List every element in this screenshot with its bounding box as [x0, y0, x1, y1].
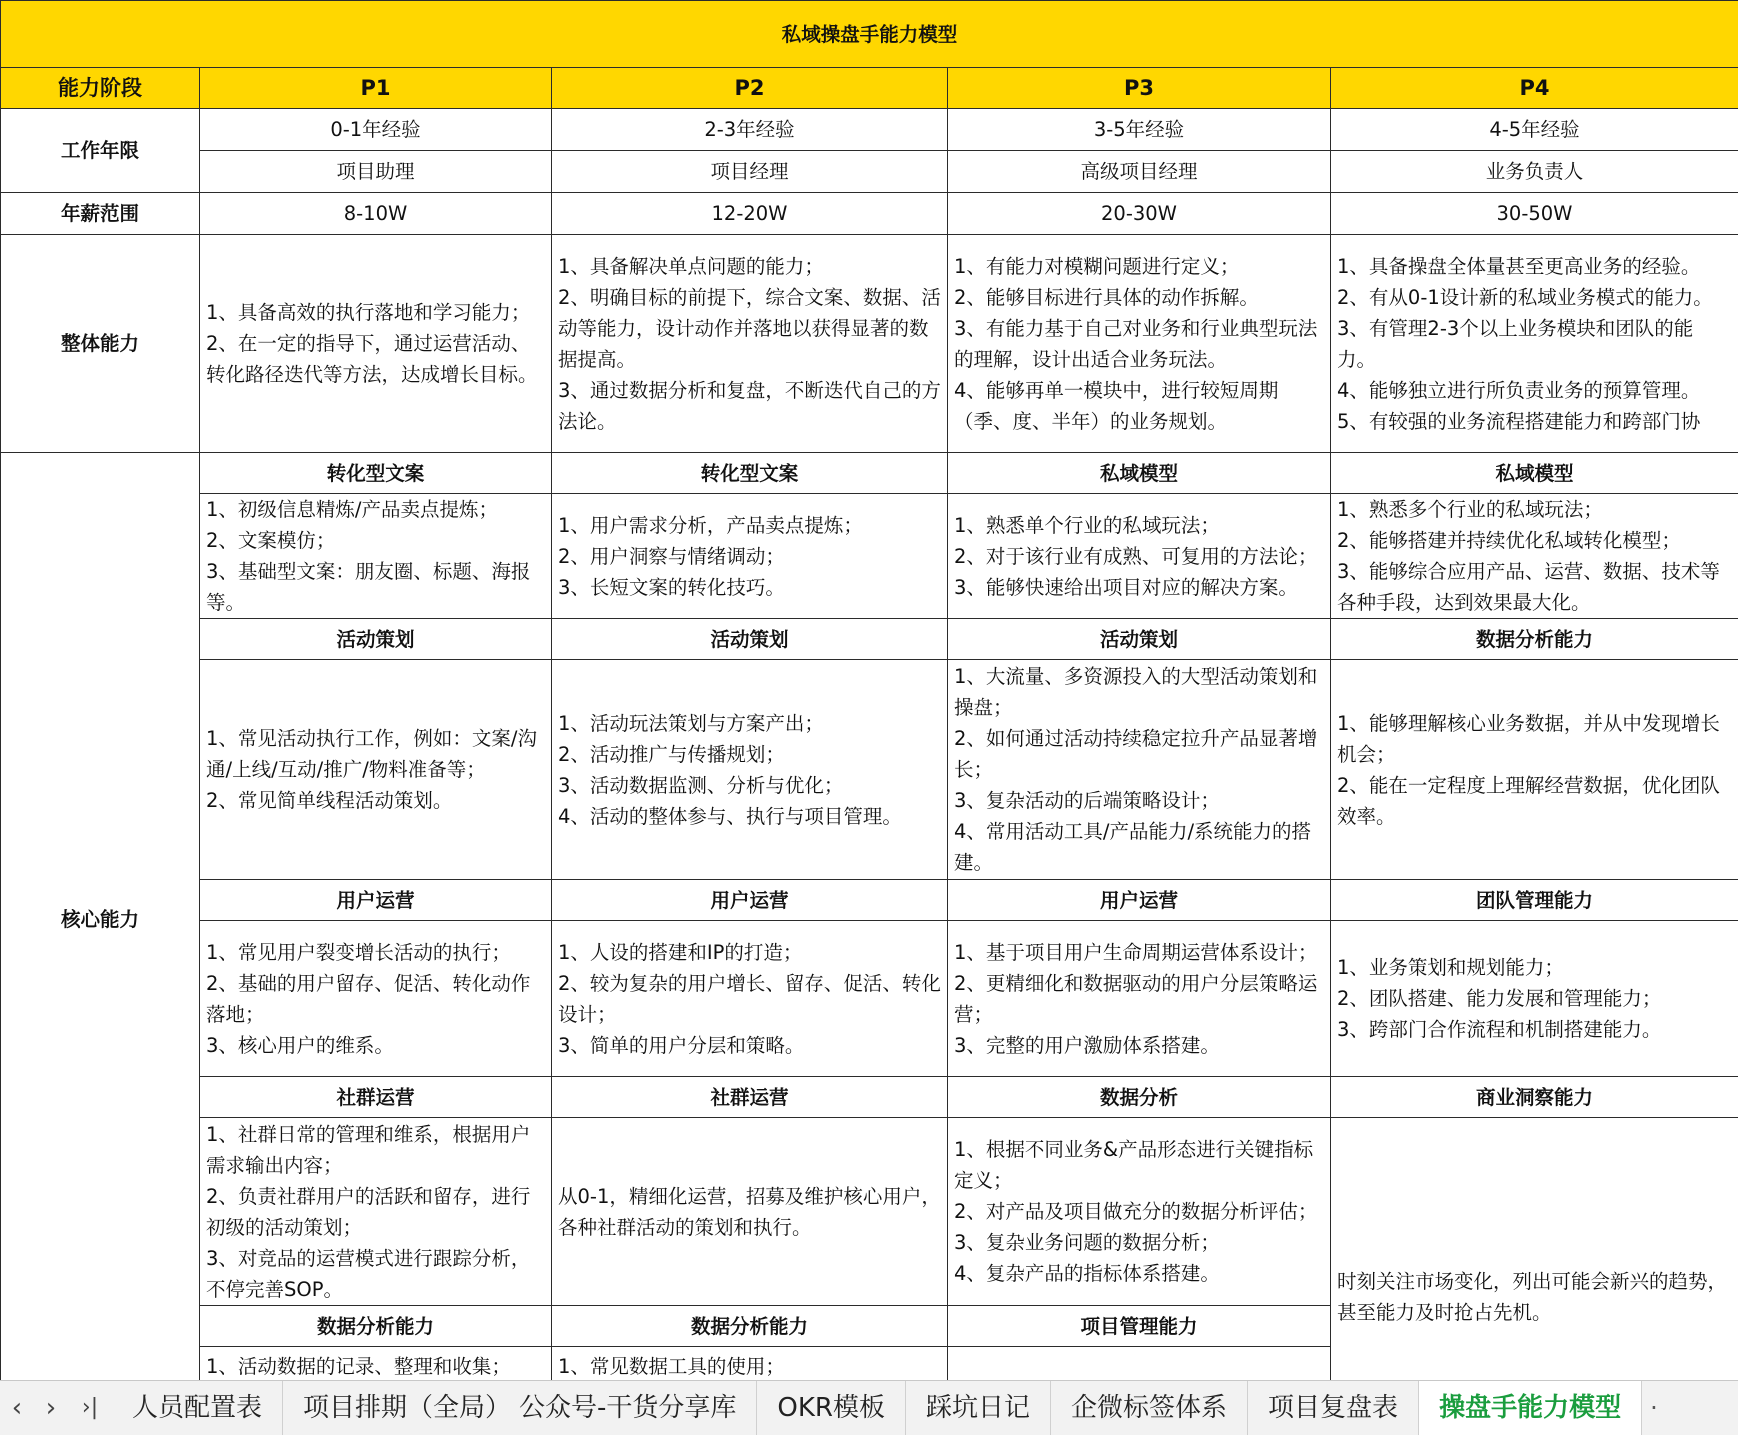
subhead-b1-p2[interactable]: 转化型文案	[552, 453, 948, 494]
subhead-b4-p4[interactable]: 商业洞察能力	[1331, 1077, 1738, 1118]
cell-line: 1、业务策划和规划能力；	[1337, 952, 1732, 983]
cell-line: 2、活动推广与传播规划；	[558, 739, 941, 770]
cell-salary-p2[interactable]: 12-20W	[552, 193, 948, 235]
cell-line: 2、用户洞察与情绪调动；	[558, 541, 941, 572]
cell-years-p1[interactable]: 0-1年经验	[200, 109, 552, 151]
cell-line: 2、负责社群用户的活跃和留存，进行初级的活动策划；	[206, 1181, 545, 1243]
row-label-core[interactable]: 核心能力	[1, 453, 200, 1381]
cell-b2-p2[interactable]	[552, 660, 948, 880]
cell-line: 4、能够再单一模块中，进行较短周期（季、度、半年）的业务规划。	[954, 375, 1324, 437]
cell-line: 3、跨部门合作流程和机制搭建能力。	[1337, 1014, 1732, 1045]
cell-line: 4、常用活动工具/产品能力/系统能力的搭建。	[954, 816, 1324, 878]
row-label-years[interactable]: 工作年限	[1, 109, 200, 193]
sheet-title[interactable]: 私域操盘手能力模型	[1, 1, 1738, 68]
cell-line: 2、对产品及项目做充分的数据分析评估；	[954, 1196, 1324, 1227]
cell-role-p3[interactable]: 高级项目经理	[948, 151, 1331, 193]
cell-line: 从0-1，精细化运营，招募及维护核心用户，各种社群活动的策划和执行。	[558, 1181, 941, 1243]
subhead-b5-p1[interactable]: 数据分析能力	[200, 1306, 552, 1347]
subhead-b1-p4[interactable]: 私域模型	[1331, 453, 1738, 494]
cell-line: 3、对竞品的运营模式进行跟踪分析，不停完善SOP。	[206, 1243, 545, 1305]
cell-line: 2、在一定的指导下，通过运营活动、转化路径迭代等方法，达成增长目标。	[206, 328, 545, 390]
subhead-b4-p3[interactable]: 数据分析	[948, 1077, 1331, 1118]
cell-line: 3、基础型文案：朋友圈、标题、海报等。	[206, 556, 545, 618]
tab-okr-template[interactable]: OKR模板	[757, 1381, 906, 1435]
cell-overall-p1[interactable]	[200, 235, 552, 453]
cell-b1-p1[interactable]	[200, 494, 552, 619]
tab-schedule[interactable]: 项目排期（全局）	[283, 1381, 515, 1435]
subhead-b3-p4[interactable]: 团队管理能力	[1331, 880, 1738, 921]
cell-line: 1、常见数据工具的使用；	[558, 1351, 941, 1380]
cell-b3-p3[interactable]	[948, 921, 1331, 1077]
cell-line: 1、能够理解核心业务数据，并从中发现增长机会；	[1337, 708, 1732, 770]
cell-line: 时刻关注市场变化，列出可能会新兴的趋势，甚至能力及时抢占先机。	[1337, 1266, 1732, 1328]
cell-line: 1、用户需求分析，产品卖点提炼；	[558, 510, 941, 541]
row-label-salary[interactable]: 年薪范围	[1, 193, 200, 235]
header-stage[interactable]: 能力阶段	[1, 68, 200, 109]
sheet-tab-bar	[0, 1380, 1738, 1435]
cell-line: 3、有管理2-3个以上业务模块和团队的能力。	[1337, 313, 1732, 375]
cell-line: 3、复杂业务问题的数据分析；	[954, 1227, 1324, 1258]
header-p1[interactable]: P1	[200, 68, 552, 109]
cell-b3-p2[interactable]	[552, 921, 948, 1077]
cell-line: 1、活动玩法策划与方案产出；	[558, 708, 941, 739]
cell-years-p4[interactable]: 4-5年经验	[1331, 109, 1738, 151]
prev-sheet-button[interactable]: ‹	[0, 1381, 34, 1435]
cell-b5-p1[interactable]	[200, 1347, 552, 1381]
cell-line: 1、常见活动执行工作，例如：文案/沟通/上线/互动/推广/物料准备等；	[206, 723, 545, 785]
cell-line: 2、能够搭建并持续优化私域转化模型；	[1337, 525, 1732, 556]
cell-line: 2、能在一定程度上理解经营数据，优化团队效率。	[1337, 770, 1732, 832]
cell-line: 2、团队搭建、能力发展和管理能力；	[1337, 983, 1732, 1014]
subhead-b4-p2[interactable]: 社群运营	[552, 1077, 948, 1118]
cell-line: 2、能够目标进行具体的动作拆解。	[954, 282, 1324, 313]
cell-line: 2、对于该行业有成熟、可复用的方法论；	[954, 541, 1324, 572]
cell-role-p2[interactable]: 项目经理	[552, 151, 948, 193]
cell-salary-p1[interactable]: 8-10W	[200, 193, 552, 235]
cell-b4-p2[interactable]	[552, 1118, 948, 1306]
cell-b1-p3[interactable]	[948, 494, 1331, 619]
cell-b1-p4[interactable]	[1331, 494, 1738, 619]
cell-years-p3[interactable]: 3-5年经验	[948, 109, 1331, 151]
cell-b3-p4[interactable]	[1331, 921, 1738, 1077]
tab-staffing[interactable]: 人员配置表	[112, 1381, 283, 1435]
cell-line: 1、根据不同业务&产品形态进行关键指标定义；	[954, 1134, 1324, 1196]
cell-line: 2、明确目标的前提下，综合文案、数据、活动等能力，设计动作并落地以获得显著的数据提高。	[558, 282, 941, 375]
tab-article-library[interactable]: 公众号-干货分享库	[515, 1381, 757, 1435]
header-p3[interactable]: P3	[948, 68, 1331, 109]
subhead-b1-p3[interactable]: 私域模型	[948, 453, 1331, 494]
cell-line: 1、有能力对模糊问题进行定义；	[954, 251, 1324, 282]
cell-salary-p4[interactable]: 30-50W	[1331, 193, 1738, 235]
cell-line: 2、较为复杂的用户增长、留存、促活、转化设计；	[558, 968, 941, 1030]
cell-b4-p4-text	[1337, 1176, 1732, 1328]
cell-line: 1、社群日常的管理和维系，根据用户需求输出内容；	[206, 1119, 545, 1181]
header-p2[interactable]: P2	[552, 68, 948, 109]
subhead-b3-p1[interactable]: 用户运营	[200, 880, 552, 921]
cell-line: 4、复杂产品的指标体系搭建。	[954, 1258, 1324, 1289]
cell-b5-p2[interactable]	[552, 1347, 948, 1381]
cell-line: 3、长短文案的转化技巧。	[558, 572, 941, 603]
cell-line: 1、熟悉单个行业的私域玩法；	[954, 510, 1324, 541]
subhead-b5-p3[interactable]: 项目管理能力	[948, 1306, 1331, 1347]
cell-line: 1、具备高效的执行落地和学习能力；	[206, 297, 545, 328]
tab-project-review[interactable]: 项目复盘表	[1248, 1381, 1419, 1435]
cell-line: 1、初级信息精炼/产品卖点提炼；	[206, 494, 545, 525]
cell-line: 3、核心用户的维系。	[206, 1030, 545, 1061]
last-sheet-button[interactable]: ›|	[68, 1381, 112, 1435]
cell-role-p1[interactable]: 项目助理	[200, 151, 552, 193]
subhead-b5-p2[interactable]: 数据分析能力	[552, 1306, 948, 1347]
tab-pitfall-diary[interactable]: 踩坑日记	[906, 1381, 1051, 1435]
cell-line: 4、活动的整体参与、执行与项目管理。	[558, 801, 941, 832]
cell-line: 2、如何通过活动持续稳定拉升产品显著增长；	[954, 723, 1324, 785]
cell-line: 1、常见用户裂变增长活动的执行；	[206, 937, 545, 968]
cell-overall-p3[interactable]	[948, 235, 1331, 453]
subhead-b3-p3[interactable]: 用户运营	[948, 880, 1331, 921]
row-label-overall[interactable]: 整体能力	[1, 235, 200, 453]
cell-years-p2[interactable]: 2-3年经验	[552, 109, 948, 151]
cell-b2-p1[interactable]	[200, 660, 552, 880]
cell-b5-p3[interactable]	[948, 1347, 1331, 1381]
cell-line: 1、活动数据的记录、整理和收集；	[206, 1351, 545, 1380]
subhead-b3-p2[interactable]: 用户运营	[552, 880, 948, 921]
cell-overall-p4[interactable]	[1331, 235, 1738, 453]
cell-line: 1、大流量、多资源投入的大型活动策划和操盘；	[954, 661, 1324, 723]
cell-line: 3、简单的用户分层和策略。	[558, 1030, 941, 1061]
subhead-b4-p1[interactable]: 社群运营	[200, 1077, 552, 1118]
subhead-b2-p1[interactable]: 活动策划	[200, 619, 552, 660]
cell-line: 1、人设的搭建和IP的打造；	[558, 937, 941, 968]
cell-line: 3、复杂活动的后端策略设计；	[954, 785, 1324, 816]
next-sheet-button[interactable]: ›	[34, 1381, 68, 1435]
header-p4[interactable]: P4	[1331, 68, 1738, 109]
cell-line: 1、具备操盘全体量甚至更高业务的经验。	[1337, 251, 1732, 282]
cell-line: 3、通过数据分析和复盘，不断迭代自己的方法论。	[558, 375, 941, 437]
cell-b2-p4[interactable]	[1331, 660, 1738, 880]
cell-line: 2、有从0-1设计新的私域业务模式的能力。	[1337, 282, 1732, 313]
cell-line: 1、基于项目用户生命周期运营体系设计；	[954, 937, 1324, 968]
cell-b3-p1[interactable]	[200, 921, 552, 1077]
cell-role-p4[interactable]: 业务负责人	[1331, 151, 1738, 193]
cell-line: 2、常见简单线程活动策划。	[206, 785, 545, 816]
subhead-b2-p4[interactable]: 数据分析能力	[1331, 619, 1738, 660]
cell-b4-p4[interactable]	[1331, 1118, 1738, 1381]
cell-line: 3、完整的用户激励体系搭建。	[954, 1030, 1324, 1061]
subhead-b2-p2[interactable]: 活动策划	[552, 619, 948, 660]
cell-line: 2、文案模仿；	[206, 525, 545, 556]
cell-line: 3、能够快速给出项目对应的解决方案。	[954, 572, 1324, 603]
cell-overall-p2[interactable]	[552, 235, 948, 453]
cell-line: 3、能够综合应用产品、运营、数据、技术等各种手段，达到效果最大化。	[1337, 556, 1732, 618]
cell-b1-p2[interactable]	[552, 494, 948, 619]
cell-b2-p3[interactable]	[948, 660, 1331, 880]
more-tabs-button[interactable]: ·	[1642, 1381, 1666, 1435]
cell-b4-p3[interactable]	[948, 1118, 1331, 1306]
cell-b4-p1[interactable]	[200, 1118, 552, 1306]
subhead-b1-p1[interactable]: 转化型文案	[200, 453, 552, 494]
subhead-b2-p3[interactable]: 活动策划	[948, 619, 1331, 660]
cell-line: 1、熟悉多个行业的私域玩法；	[1337, 494, 1732, 525]
cell-line: 3、活动数据监测、分析与优化；	[558, 770, 941, 801]
cell-salary-p3[interactable]: 20-30W	[948, 193, 1331, 235]
cell-line: 2、更精细化和数据驱动的用户分层策略运营；	[954, 968, 1324, 1030]
tab-wecom-tags[interactable]: 企微标签体系	[1051, 1381, 1248, 1435]
tab-capability-model[interactable]: 操盘手能力模型	[1419, 1381, 1642, 1435]
cell-line: 5、有较强的业务流程搭建能力和跨部门协	[1337, 406, 1732, 437]
cell-line: 1、具备解决单点问题的能力；	[558, 251, 941, 282]
cell-line: 2、基础的用户留存、促活、转化动作落地；	[206, 968, 545, 1030]
cell-line: 4、能够独立进行所负责业务的预算管理。	[1337, 375, 1732, 406]
cell-line: 3、有能力基于自己对业务和行业典型玩法的理解，设计出适合业务玩法。	[954, 313, 1324, 375]
